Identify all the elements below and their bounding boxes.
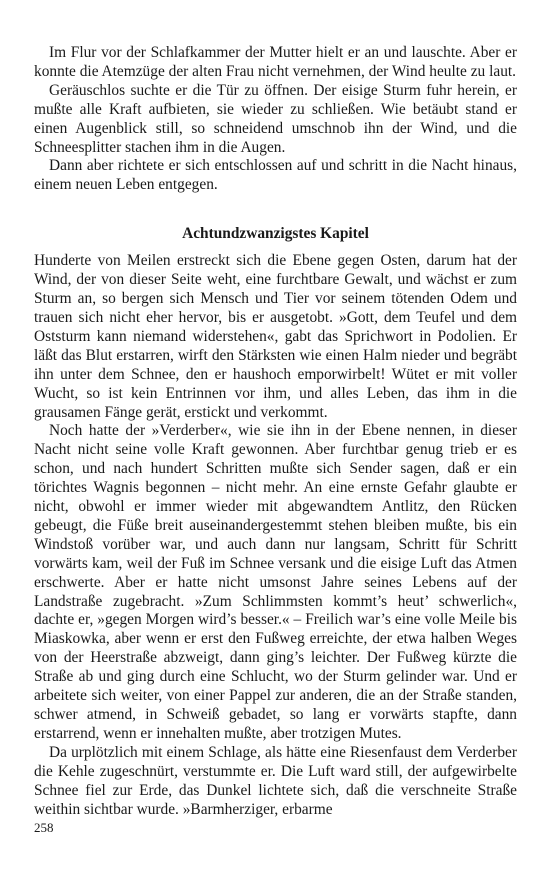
chapter-title: Achtundzwanzigstes Kapitel <box>182 225 369 243</box>
paragraph-1: Im Flur vor der Schlafkammer der Mutter hielt er an und lauschte. Aber er konnte die Atemzüge der alten Frau nicht vernehmen, der Wind heulte zu laut. <box>34 44 517 80</box>
page-number: 258 <box>34 820 54 835</box>
book-page <box>34 44 517 819</box>
paragraph-3: Dann aber richtete er sich entschlossen auf und schritt in die Nacht hinaus, einem neuen Leben entgegen. <box>34 157 517 194</box>
chapter-paragraph-1: Hunderte von Meilen erstreckt sich die Ebene gegen Osten, darum hat der Wind, der von dieser Seite weht, eine furchtbare Gewalt, und wächst er zum Sturm an, so bergen sich Mensch und Tier vor seinem tötenden Odem und trauen sich nicht eher hervor, bis er ausgetobt. »Gott, dem Teufel und dem Oststurm kann niemand widerstehen«, gabt das Sprichwort in Podolien. Er läßt das Blut erstarren, wirft den Stärksten wie einen Halm nieder und begräbt ihn unter dem Schnee, den er haushoch emporwirbelt! Wütet er mit voller Wucht, so ist kein Entrinnen vor ihm, und alles Leben, das ihm in die grausamen Fänge gerät, erstickt und verkommt. <box>34 252 517 421</box>
chapter-paragraph-3: Da urplötzlich mit einem Schlage, als hätte eine Riesenfaust dem Verderber die Kehle zugeschnürt, verstummte er. Die Luft ward still, der aufgewirbelte Schnee fiel zur Erde, das Dunkel lichtete sich, daß die verschneite Straße weithin sichtbar wurde. »Barmherziger, erbarme <box>34 743 517 818</box>
paragraph-2: Geräuschlos suchte er die Tür zu öffnen. Der eisige Sturm fuhr herein, er mußte alle Kraft aufbieten, sie wieder zu schließen. Wie betäubt stand er einen Augenblick still, so schneidend umschnob ihn der Wind, und die Schneesplitter stachen ihm in die Augen. <box>34 81 517 156</box>
chapter-paragraph-2: Noch hatte der »Verderber«, wie sie ihn in der Ebene nennen, in dieser Nacht nicht seine volle Kraft gewonnen. Aber furchtbar genug trieb er es schon, und nach hundert Schritten mußte sich Sender sagen, daß er ein törichtes Wagnis begonnen – nicht mehr. An eine ernste Gefahr glaubte er nicht, obwohl er immer wieder mit abgewandtem Antlitz, den Rücken gebeugt, die Füße breit auseinandergestemmt stehen bleiben mußte, bis ein Windstoß vorüber war, und auch dann nur langsam, Schritt für Schritt vorwärts kam, weil der Fuß im Schnee versank und die eisige Luft das Atmen erschwerte. Aber er hatte nicht umsonst Jahre seines Lebens auf der Landstraße zugebracht. »Zum Schlimmsten kommt’s heut’ schwerlich«, dachte er, »gegen Morgen wird’s besser.« – Freilich war’s eine volle Meile bis Miaskowka, aber wenn er erst den Fußweg erreichte, der etwa halben Weges von der Heerstraße abzweigt, dann ging’s leichter. Der Fußweg kürzte die Straße ab und ging durch eine Schlucht, wo der Sturm gelinder war. Und er arbeitete sich weiter, von einer Pappel zur anderen, die an der Straße standen, schwer atmend, in Schweiß gebadet, so lang er vorwärts stapfte, dann erstarrend, wenn er innehalten mußte, aber trotzigen Mutes. <box>34 422 517 742</box>
